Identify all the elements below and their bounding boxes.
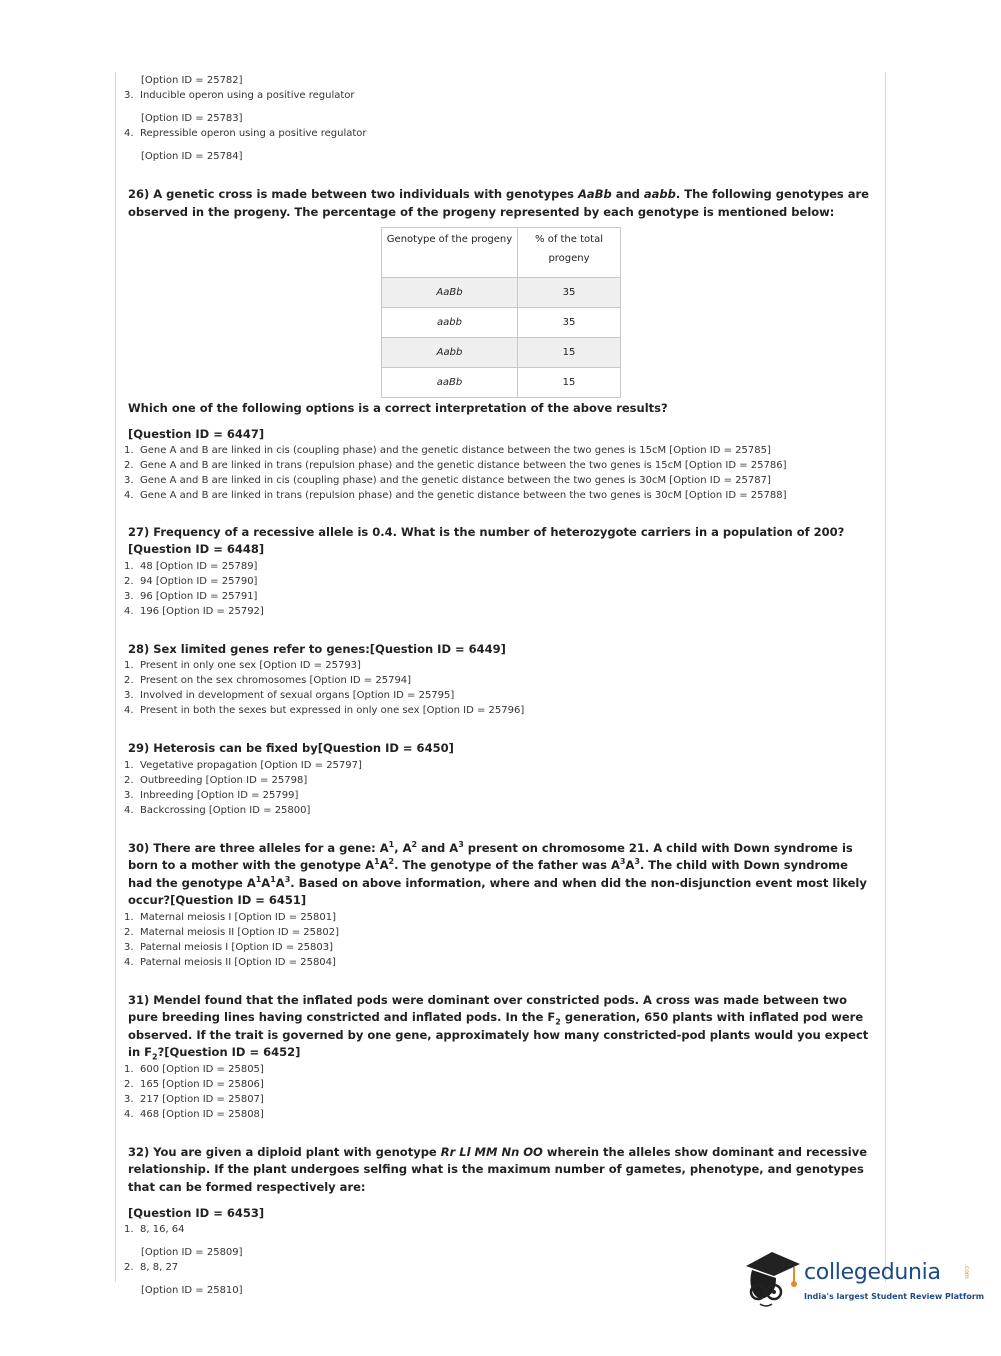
question-id: [Question ID = 6447] — [128, 426, 265, 441]
option-id: [Option ID = 25782] — [141, 75, 243, 86]
option-item: 2. Maternal meiosis II [Option ID = 25802] — [124, 926, 339, 938]
question-26-text: 26) A genetic cross is made between two individuals with genotypes AaBb and aabb. The following genotypes are observed in the progeny. The percentage of the progeny represented by each genotype is mentioned below: — [128, 187, 869, 219]
table-row — [382, 368, 621, 398]
option-item: 4. 468 [Option ID = 25808] — [124, 1108, 264, 1120]
table-cell-percent: 15 — [518, 368, 621, 398]
option-item: 4. 196 [Option ID = 25792] — [124, 605, 264, 617]
question-27-text: 27) Frequency of a recessive allele is 0.4. What is the number of heterozygote carriers in a population of 200?[Question ID = 6448] — [128, 524, 845, 556]
option-id: [Option ID = 25809] — [141, 1247, 243, 1258]
table-cell-percent: 35 — [518, 308, 621, 338]
option-item: 3. 217 [Option ID = 25807] — [124, 1093, 264, 1105]
option-item: 3. Gene A and B are linked in cis (coupling phase) and the genetic distance between the two genes is 30cM [Option ID = 25787] — [124, 474, 771, 486]
option-item: 2. Gene A and B are linked in trans (repulsion phase) and the genetic distance between the two genes is 15cM [Option ID = 25786] — [124, 459, 787, 471]
option-item: 1. Gene A and B are linked in cis (coupling phase) and the genetic distance between the two genes is 15cM [Option ID = 25785] — [124, 444, 771, 456]
option-id: [Option ID = 25784] — [141, 151, 243, 162]
option-item: 4. Backcrossing [Option ID = 25800] — [124, 804, 311, 816]
question-32-text: 32) You are given a diploid plant with genotype Rr Ll MM Nn OO wherein the alleles show dominant and recessive relationship. If the plant undergoes selfing what is the maximum number of gametes, phenotype, and genotypes that can be formed respectively are: — [128, 1144, 868, 1194]
option-item: 1. Vegetative propagation [Option ID = 25797] — [124, 759, 362, 771]
options-list-31 — [124, 1062, 874, 1122]
options-list-28 — [124, 658, 874, 718]
collegedunia-logo — [742, 1248, 985, 1318]
table-cell-genotype: Aabb — [382, 338, 518, 368]
option-item: 2. Outbreeding [Option ID = 25798] — [124, 774, 308, 786]
question-28-text: 28) Sex limited genes refer to genes:[Question ID = 6449] — [128, 641, 506, 656]
table-header-row — [382, 228, 621, 278]
options-list-30 — [124, 910, 874, 970]
question-id: [Question ID = 6453] — [128, 1206, 265, 1220]
table-cell-genotype: aabb — [382, 308, 518, 338]
table-header-percent: % of the total progeny — [518, 228, 621, 278]
table-cell-genotype: AaBb — [382, 278, 518, 308]
option-item: 2. 165 [Option ID = 25806] — [124, 1078, 264, 1090]
options-list-29 — [124, 758, 874, 818]
mascot-icon — [742, 1248, 804, 1312]
option-item: 1. 600 [Option ID = 25805] — [124, 1063, 264, 1075]
table-cell-percent: 35 — [518, 278, 621, 308]
question-26-prompt: Which one of the following options is a correct interpretation of the above results? — [128, 401, 668, 415]
option-item: 3. Paternal meiosis I [Option ID = 25803] — [124, 941, 333, 953]
question-30-text: 30) There are three alleles for a gene: $A^1$, $A^2$ and $A^3$ present on chromosome 21. A child with Down syndrome is born to a mother with the genotype $A^1A^2$. The genotype of the father was $A^3A^3$. The child with Down syndrome had the genotype $A^1A^1A^3$. Based on above information, where and when did the non-disjunction event most likely occur?[Question ID = 6451] — [128, 839, 867, 907]
option-item: 1. 8, 16, 64 — [124, 1224, 185, 1235]
right-margin-line — [885, 72, 886, 1282]
left-margin-line — [115, 72, 116, 1282]
document-content — [124, 72, 874, 1298]
table-row — [382, 338, 621, 368]
option-item: 3. Involved in development of sexual organs [Option ID = 25795] — [124, 690, 455, 701]
option-item: 4. Gene A and B are linked in trans (repulsion phase) and the genetic distance between the two genes is 30cM [Option ID = 25788] — [124, 489, 787, 501]
logo-tagline: India's largest Student Review Platform — [804, 1292, 985, 1301]
option-item: 4. Repressible operon using a positive regulator — [124, 128, 367, 139]
option-item: 3. 96 [Option ID = 25791] — [124, 590, 258, 602]
option-id: [Option ID = 25783] — [141, 113, 243, 124]
table-row — [382, 308, 621, 338]
table-cell-genotype: aaBb — [382, 368, 518, 398]
question-31-text: 31) Mendel found that the inflated pods were dominant over constricted pods. A cross was made between two pure breeding lines having constricted and inflated pods. In the $F_2$ generation, 650 plants with inflated pod were observed. If the trait is governed by one gene, approximately how many constricted-pod plants would you expect in $F_2?[Question$ ID = 6452] — [128, 992, 869, 1062]
option-item: 3. Inducible operon using a positive regulator — [124, 90, 355, 101]
question-29-text: 29) Heterosis can be fixed by[Question ID = 6450] — [128, 741, 454, 755]
table-cell-percent: 15 — [518, 338, 621, 368]
option-item: 4. Present in both the sexes but expressed in only one sex [Option ID = 25796] — [124, 705, 525, 716]
option-item: 2. 94 [Option ID = 25790] — [124, 575, 258, 587]
genotype-table — [381, 227, 621, 398]
options-list-26 — [124, 443, 874, 503]
option-item: 2. Present on the sex chromosomes [Option ID = 25794] — [124, 675, 412, 686]
options-list-27 — [124, 559, 874, 619]
option-item: 2. 8, 8, 27 — [124, 1262, 179, 1273]
option-item: 3. Inbreeding [Option ID = 25799] — [124, 789, 299, 801]
option-item: 4. Paternal meiosis II [Option ID = 25804] — [124, 956, 336, 968]
option-item: 1. Present in only one sex [Option ID = 25793] — [124, 660, 361, 671]
table-header-genotype: Genotype of the progeny — [382, 228, 518, 278]
option-item: 1. 48 [Option ID = 25789] — [124, 560, 258, 572]
option-id: [Option ID = 25810] — [141, 1285, 243, 1296]
table-row — [382, 278, 621, 308]
logo-wordmark: collegedunia — [804, 1260, 941, 1285]
logo-suffix: .com — [963, 1264, 970, 1279]
option-item: 1. Maternal meiosis I [Option ID = 25801] — [124, 911, 337, 923]
